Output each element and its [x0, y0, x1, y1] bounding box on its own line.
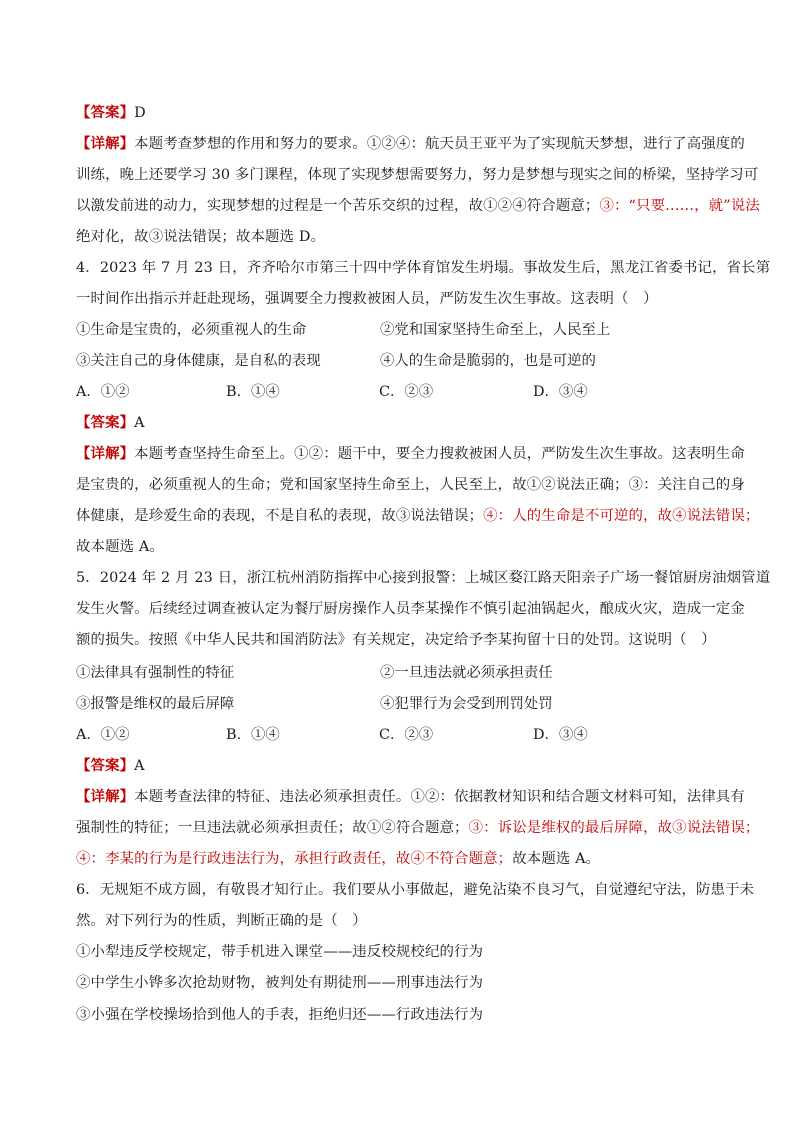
q5-options-row-1: [76, 663, 716, 683]
q5-option-1: ①法律具有强制性的特征: [76, 665, 235, 681]
q5-stem-line-2: 发生火警。后续经过调查被认定为餐厅厨房操作人员李某操作不慎引起油锅起火，酿成火灾，造成一定金: [76, 601, 745, 617]
q4-detail-line-3: [76, 506, 759, 526]
q4-choice-d: D．③④: [533, 384, 588, 400]
q6-stem-line-1: 6．无规矩不成方圆，有敬畏才知行止。我们要从小事做起，避免沾染不良习气，自觉遵纪守法，防患于未: [76, 882, 755, 898]
q5-option-2: ②一旦违法就必须承担责任: [380, 665, 553, 681]
q5-detail-text-3b: 故本题选 A。: [512, 851, 601, 867]
q3-detail-line-1: [76, 134, 745, 154]
q5-option-4: ④犯罪行为会受到刑罚处罚: [380, 696, 553, 712]
q4-option-4: ④人的生命是脆弱的，也是可逆的: [380, 353, 596, 369]
q4-answer: A: [134, 415, 145, 431]
q4-options-row-2: [76, 351, 716, 371]
q5-detail-line-3: [76, 849, 600, 869]
q5-detail-text-1: 本题考查法律的特征、违法必须承担责任。①②：依据教材知识和结合题文材料可知，法律具有: [134, 789, 745, 805]
q4-detail-line-2: 是宝贵的，必须重视人的生命；党和国家坚持生命至上，人民至上，故①②说法正确；③：关注自己的身: [76, 477, 745, 493]
q6-item-2: ②中学生小铧多次抢劫财物，被判处有期徒刑——刑事违法行为: [76, 975, 484, 991]
q4-detail-text-1: 本题考查坚持生命至上。①②：题干中，要全力搜救被困人员，严防发生次生事故。这表明生命: [134, 446, 745, 462]
q5-options-row-2: [76, 694, 716, 714]
answer-label: 【答案】: [76, 414, 135, 431]
q5-choices: [76, 725, 716, 745]
q5-detail-text-2a: 强制性的特征；一旦违法就必须承担责任；故①②符合题意；: [76, 820, 469, 836]
q3-detail-line-4: 绝对化，故③说法错误；故本题选 D。: [76, 229, 326, 245]
q4-choice-a: A．①②: [76, 384, 130, 400]
q3-answer-line: [76, 103, 146, 123]
q4-options-row-1: [76, 320, 716, 340]
q4-detail-line-1: [76, 444, 745, 464]
q5-stem-line-3: 额的损失。按照《中华人民共和国消防法》有关规定，决定给予李某拘留十日的处罚。这说明（ ）: [76, 632, 716, 648]
q5-choice-b: B．①④: [226, 727, 280, 743]
q3-answer: D: [134, 105, 146, 121]
q5-answer: A: [134, 758, 145, 774]
q5-detail-line-2: [76, 818, 759, 838]
detail-label: 【详解】: [76, 135, 135, 152]
q4-choice-c: C．②③: [379, 384, 434, 400]
q6-item-1: ①小犁违反学校规定，带手机进入课堂——违反校规校纪的行为: [76, 944, 484, 960]
q4-stem-line-2: 一时间作出指示并赶赴现场，强调要全力搜救被困人员，严防发生次生事故。这表明（ ）: [76, 291, 658, 307]
q4-detail-text-3b: ④：人的生命是不可逆的，故④说法错误；: [483, 508, 760, 524]
q4-choices: [76, 382, 716, 402]
q4-option-3: ③关注自己的身体健康，是自私的表现: [76, 353, 321, 369]
q5-choice-d: D．③④: [533, 727, 588, 743]
q4-answer-line: [76, 413, 145, 433]
q6-item-3: ③小强在学校操场拾到他人的手表，拒绝归还——行政违法行为: [76, 1007, 484, 1023]
q5-detail-line-1: [76, 787, 745, 807]
q5-option-3: ③报警是维权的最后屏障: [76, 696, 235, 712]
q5-stem-line-1: 5．2024 年 2 月 23 日，浙江杭州消防指挥中心接到报警：上城区婺江路天阳亲子广场一餐馆厨房油烟管道: [76, 570, 771, 586]
detail-label: 【详解】: [76, 788, 135, 805]
q4-detail-text-3a: 体健康，是珍爱生命的表现，不是自私的表现，故③说法错误；: [76, 508, 484, 524]
answer-label: 【答案】: [76, 104, 135, 121]
q3-detail-line-2: 训练，晚上还要学习 30 多门课程，体现了实现梦想需要努力，努力是梦想与现实之间的桥梁，坚持学习可: [76, 167, 759, 183]
q5-answer-line: [76, 756, 145, 776]
q6-stem-line-2: 然。对下列行为的性质，判断正确的是（ ）: [76, 913, 367, 929]
q5-detail-text-3a: ④：李某的行为是行政违法行为，承担行政责任，故④不符合题意；: [76, 851, 513, 867]
q3-detail-text-1: 本题考查梦想的作用和努力的要求。①②④：航天员王亚平为了实现航天梦想，进行了高强度的: [134, 136, 745, 152]
q3-detail-text-3b: ③：“只要……，就”说法: [599, 198, 760, 214]
q5-choice-a: A．①②: [76, 727, 130, 743]
answer-label: 【答案】: [76, 757, 135, 774]
detail-label: 【详解】: [76, 445, 135, 462]
q5-choice-c: C．②③: [379, 727, 434, 743]
q3-detail-line-3: [76, 196, 760, 216]
q4-detail-line-4: 故本题选 A。: [76, 539, 164, 555]
q4-choice-b: B．①④: [226, 384, 280, 400]
q4-option-2: ②党和国家坚持生命至上，人民至上: [380, 322, 611, 338]
q3-detail-text-3a: 以激发前进的动力，实现梦想的过程是一个苦乐交织的过程，故①②④符合题意；: [76, 198, 600, 214]
q4-option-1: ①生命是宝贵的，必须重视人的生命: [76, 322, 307, 338]
q4-stem-line-1: 4．2023 年 7 月 23 日，齐齐哈尔市第三十四中学体育馆发生坍塌。事故发生后，黑龙江省委书记，省长第: [76, 260, 771, 276]
q5-detail-text-2b: ③：诉讼是维权的最后屏障，故③说法错误；: [468, 820, 760, 836]
